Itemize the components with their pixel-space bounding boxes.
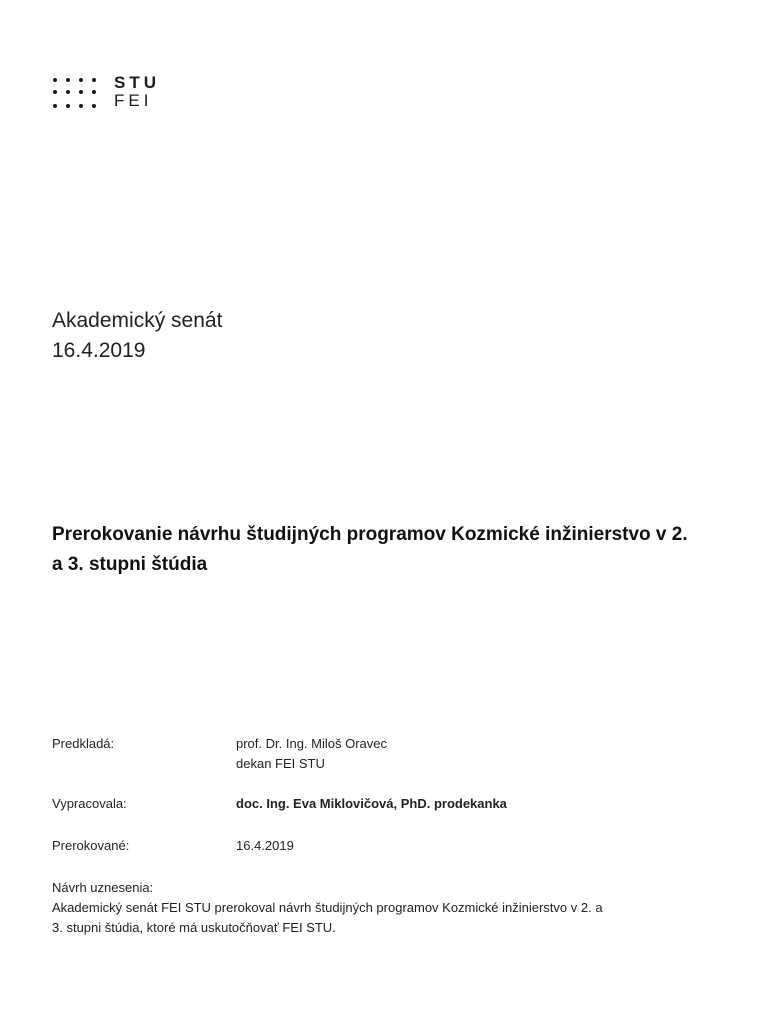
logo-text bbox=[114, 74, 160, 110]
document-title: Prerokovanie návrhu študijných programov Kozmické inžinierstvo v 2. a 3. stupni štúdia bbox=[52, 524, 688, 575]
submitted-by-label: Predkladá: bbox=[52, 736, 115, 751]
discussed-value: 16.4.2019 bbox=[236, 838, 294, 853]
resolution-block bbox=[52, 878, 692, 938]
logo-dots-icon bbox=[52, 76, 100, 112]
stu-fei-logo bbox=[52, 73, 192, 112]
submitted-by-name: prof. Dr. Ing. Miloš Oravec bbox=[236, 736, 387, 751]
senate-date: 16.4.2019 bbox=[52, 339, 146, 362]
senate-name: Akademický senát bbox=[52, 309, 223, 332]
prepared-by-value: doc. Ing. Eva Miklovičová, PhD. prodekanka bbox=[236, 796, 507, 811]
resolution-line-2: 3. stupni štúdia, ktoré má uskutočňovať FEI STU. bbox=[52, 920, 336, 935]
resolution-label: Návrh uznesenia: bbox=[52, 880, 154, 895]
senate-block bbox=[52, 306, 222, 366]
discussed-label: Prerokované: bbox=[52, 838, 130, 853]
logo-fei: FEI bbox=[114, 91, 153, 110]
prepared-by-label: Vypracovala: bbox=[52, 796, 127, 811]
submitted-by-role: dekan FEI STU bbox=[236, 756, 325, 771]
resolution-line-1: Akademický senát FEI STU prerokoval návrh študijných programov Kozmické inžinierstvo v 2. a bbox=[52, 900, 603, 915]
logo-stu: STU bbox=[114, 73, 160, 92]
